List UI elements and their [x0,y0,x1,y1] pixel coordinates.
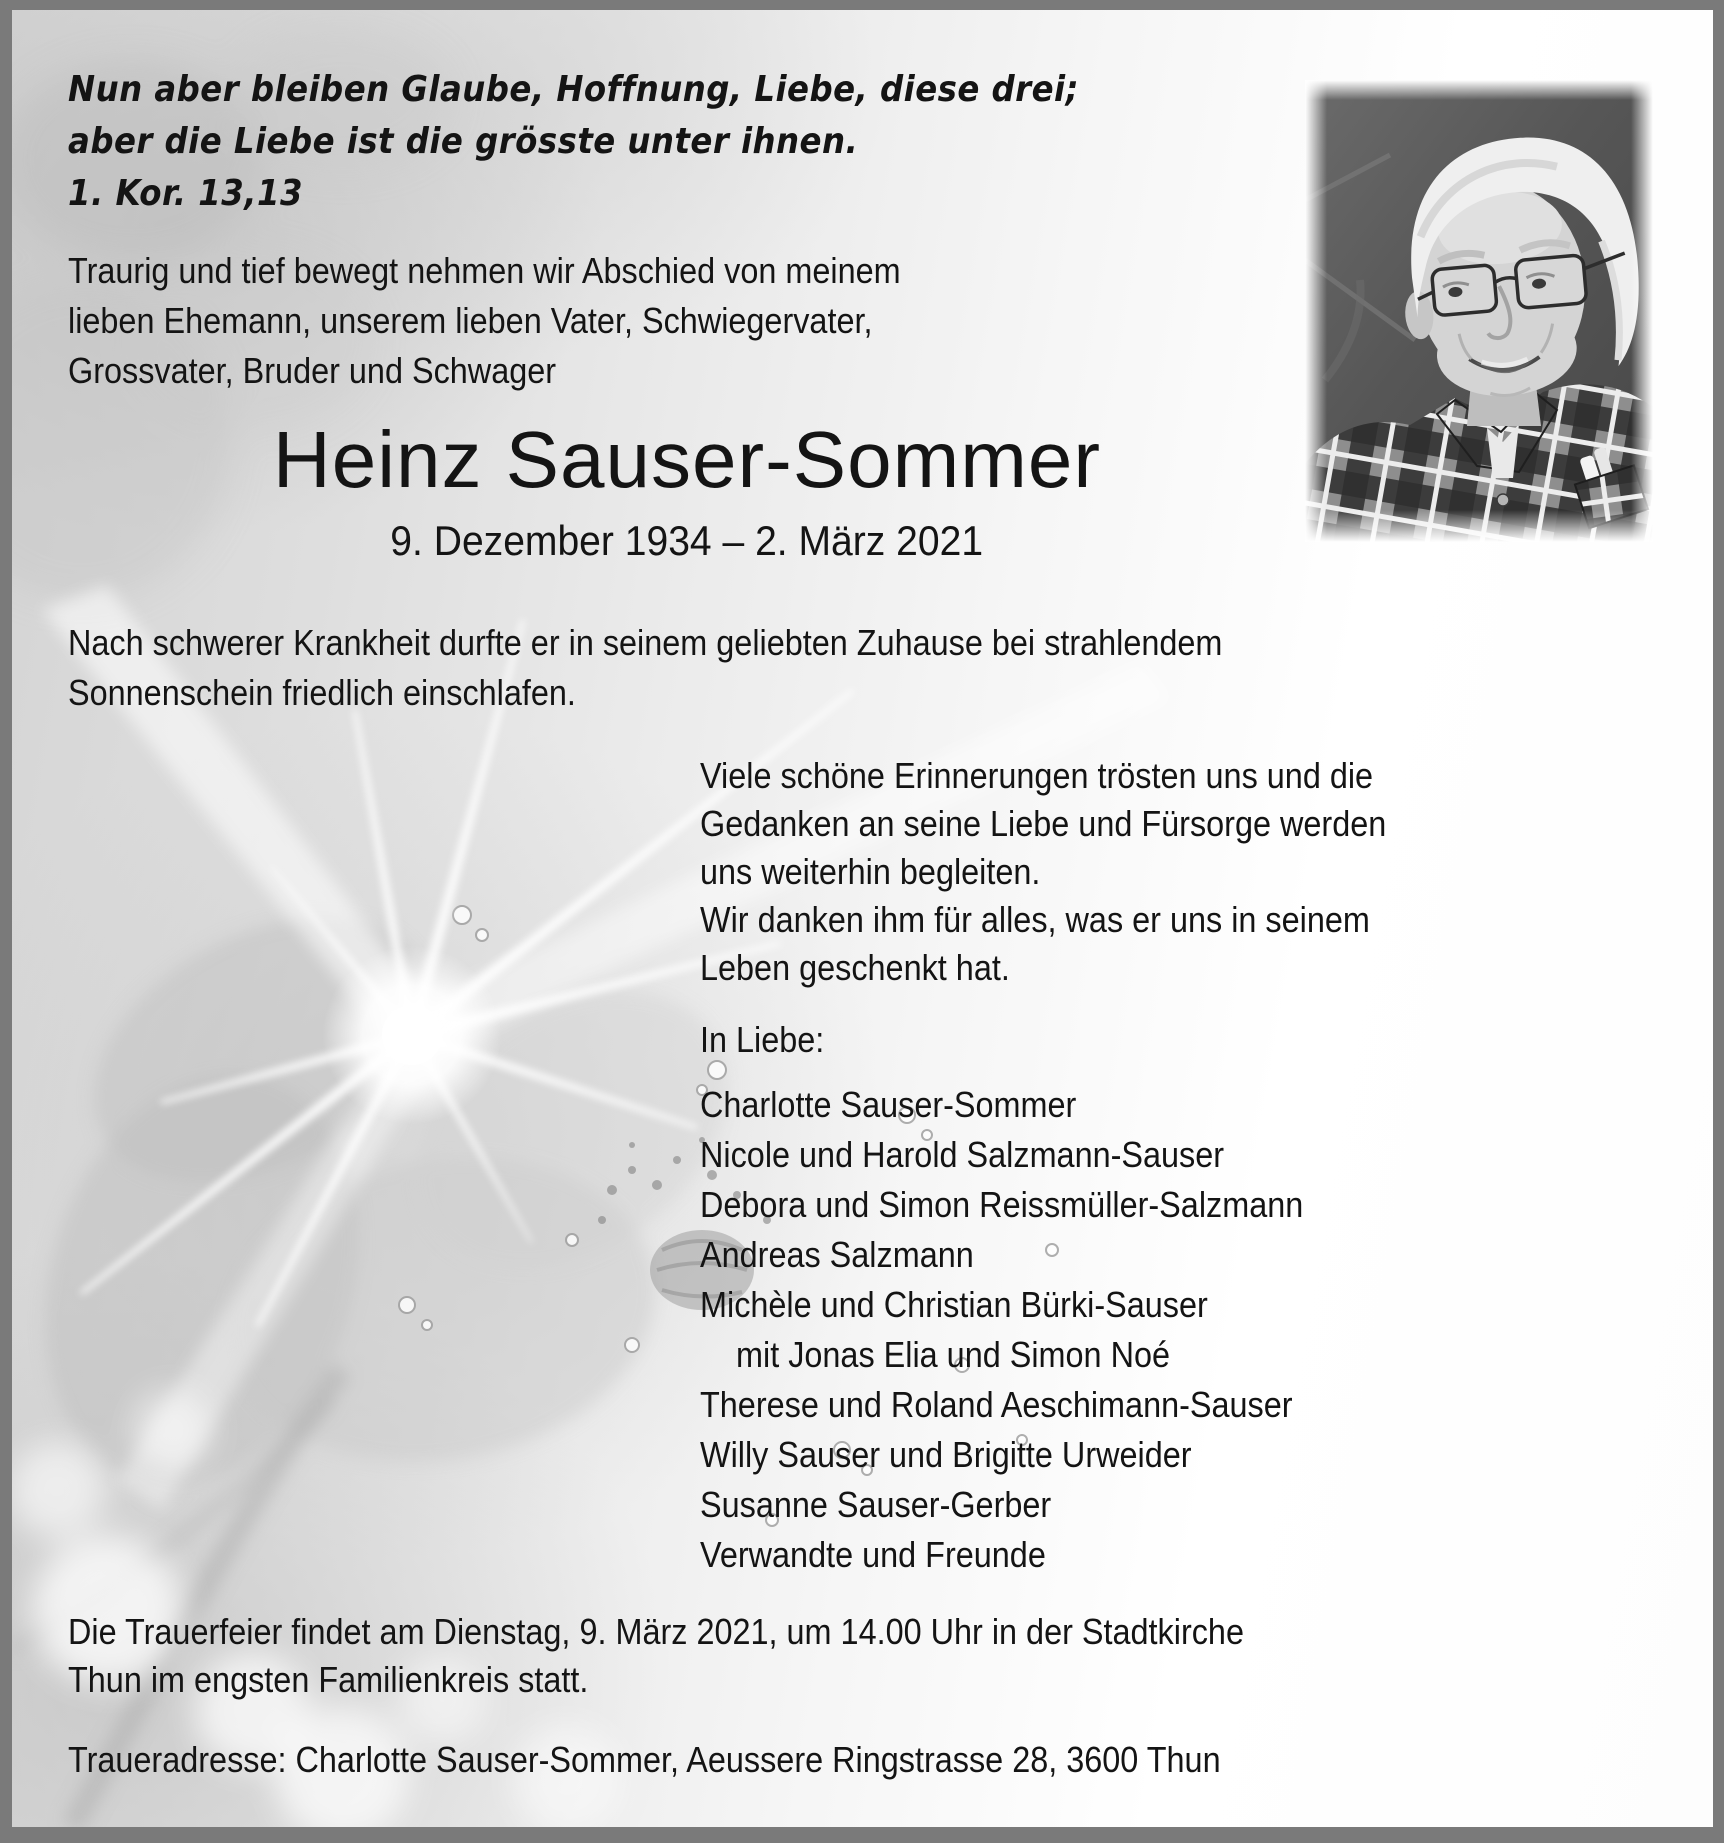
passing-line: Sonnenschein friedlich einschlafen. [68,672,576,713]
deceased-name: Heinz Sauser-Sommer [272,415,1102,504]
mourner-name: Willy Sauser und Brigitte Urweider [700,1434,1192,1475]
deceased-portrait-photo [1305,80,1653,542]
remembrance-line: Gedanken an seine Liebe und Fürsorge werden [700,803,1387,844]
quote-reference: 1. Kor. 13,13 [68,173,304,214]
passing-text [68,618,1222,718]
mourner-name: Verwandte und Freunde [700,1534,1046,1575]
deceased-header [52,414,1322,566]
mourning-address: Traueradresse: Charlotte Sauser-Sommer, Aeussere Ringstrasse 28, 3600 Thun [68,1739,1221,1780]
mourner-name: Therese und Roland Aeschimann-Sauser [700,1384,1293,1425]
remembrance-line: Wir danken ihm für alles, was er uns in seinem [700,899,1370,940]
life-dates: 9. Dezember 1934 – 2. März 2021 [390,517,984,564]
mourners-list [700,1080,1303,1580]
passing-line: Nach schwerer Krankheit durfte er in seinem geliebten Zuhause bei strahlendem [68,622,1223,663]
remembrance-line: uns weiterhin begleiten. [700,851,1041,892]
quote-line: Nun aber bleiben Glaube, Hoffnung, Liebe, diese drei; [68,69,1079,110]
intro-line: lieben Ehemann, unserem lieben Vater, Schwiegervater, [68,300,873,341]
funeral-info [68,1608,1244,1704]
mourner-name: Charlotte Sauser-Sommer [700,1084,1077,1125]
remembrance-line: Viele schöne Erinnerungen trösten uns und die [700,755,1374,796]
mourner-name: Andreas Salzmann [700,1234,974,1275]
mourner-name: mit Jonas Elia und Simon Noé [736,1334,1171,1375]
mourner-name: Michèle und Christian Bürki-Sauser [700,1284,1208,1325]
remembrance-text [700,752,1386,992]
intro-line: Grossvater, Bruder und Schwager [68,350,557,391]
intro-line: Traurig und tief bewegt nehmen wir Abschied von meinem [68,250,901,291]
bible-quote [68,64,1079,220]
mourner-name: Debora und Simon Reissmüller-Salzmann [700,1184,1304,1225]
mourner-name: Susanne Sauser-Gerber [700,1484,1052,1525]
intro-text [68,246,901,396]
mourner-name: Nicole und Harold Salzmann-Sauser [700,1134,1225,1175]
funeral-line: Thun im engsten Familienkreis statt. [68,1659,589,1700]
quote-line: aber die Liebe ist die grösste unter ihnen. [68,121,859,162]
remembrance-line: Leben geschenkt hat. [700,947,1010,988]
salutation: In Liebe: [700,1019,825,1060]
funeral-line: Die Trauerfeier findet am Dienstag, 9. März 2021, um 14.00 Uhr in der Stadtkirche [68,1611,1244,1652]
